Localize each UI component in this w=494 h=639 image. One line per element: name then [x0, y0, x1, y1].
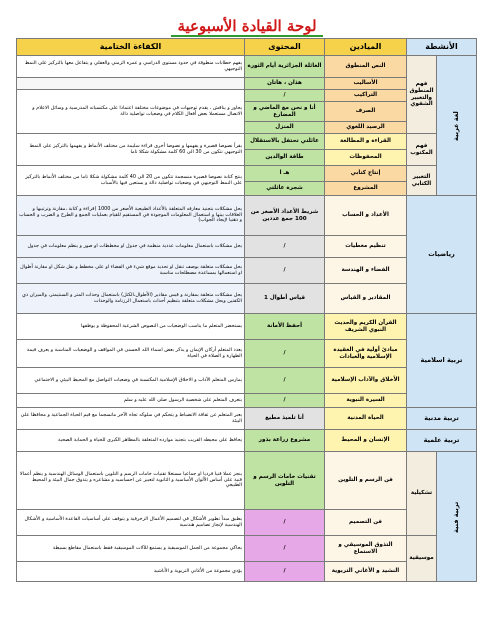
field-cell: المحفوظات [325, 150, 407, 166]
field-cell: القراءة و المطالعة [325, 134, 407, 150]
competence-cell: يحل مشكلات متعلقة بوصف تنقل او تحديد موقع شيء في الفضاء او على مخطط و نقل شكل او مقارنة أطوال او استعمالها بمساعدة مصطلحات مناسبة [17, 258, 245, 284]
content-cell: / [245, 562, 325, 582]
content-cell: تقنيات خامات الرسم و التلوين [245, 452, 325, 510]
field-cell: الأعداد و الحساب [325, 196, 407, 236]
table-row [17, 408, 477, 430]
competence-cell: يطبق مبدأ تطوير الأشكال في لتصميم الأعمال الزخرفية و يتوقف على أساسيات القاعدة الأساسية و الأشكال الهندسية لإنجاز تصاميم هندسية [17, 510, 245, 536]
header-activities: الأنشطة [407, 39, 477, 56]
content-cell: / [245, 394, 325, 408]
content-cell: / [245, 368, 325, 394]
page-title: لوحة القيادة الأسبوعية [17, 16, 477, 38]
header-competence: الكفاءة الختامية [17, 39, 245, 56]
content-cell: طاقة الوالدين [245, 150, 325, 166]
field-cell: النشيد و الأغاني التربوية [325, 562, 407, 582]
competence-cell: يستحضر المتعلم ما يناسب الوضعيات من النصوص الشرعية المحفوظة و يوظفها [17, 314, 245, 340]
field-cell: تنظيم معطيات [325, 236, 407, 258]
field-cell: الإنسان و المحيط [325, 430, 407, 452]
header-fields: الميادين [325, 39, 407, 56]
table-row [17, 196, 477, 236]
competence-cell: يحل مشكلات بتجنيد معارفه المتعلقة بالأعداد الطبيعية الأصغر من 1000 (قراءة و كتابة ،مقارنة وترتيبها و العلاقات بينها و استعمال المعلومات الموجودة في المستقيم للقيام بعمليات الجمع و الطرح و الضرب و الحساب و ذهنيا لإيجاد الجواب) [17, 196, 245, 236]
weekly-dashboard-table [16, 38, 477, 582]
sub-plastic: تشكيلية [407, 452, 437, 536]
competence-cell: يحل مشكلات باستعمال معلومات عددية منظمة في جدول او مخططات او صور و ينظم معلومات في جدول [17, 236, 245, 258]
content-cell: / [245, 340, 325, 368]
field-cell: فن الرسم و التلوين [325, 452, 407, 510]
table-row [17, 56, 477, 78]
content-cell: أنا و نحن مع الماضي و المضارع [245, 102, 325, 122]
competence-cell: يمارس المتعلم الآداب و الاخلاق الإسلامية المكتسبة في وضعيات التواصل مع المحيط البيئي و الاجتماعي [17, 368, 245, 394]
field-cell: مبادئ أولية في العقيدة الإسلامية والعبادات [325, 340, 407, 368]
content-cell: / [245, 536, 325, 562]
content-cell: أحفظ الأمانة [245, 314, 325, 340]
activity-islamic: تربية اسلامية [407, 314, 477, 408]
sub-written: فهم المكتوب [407, 134, 437, 166]
activity-science: تربية علمية [407, 430, 477, 452]
content-cell: شريط الأعداد الأصغر من 100 جمع عددين [245, 196, 325, 236]
table-row [17, 430, 477, 452]
field-cell: فن التصميم [325, 510, 407, 536]
competence-cell: يحاور و يناقش ، يقدم توجيهات في موضوعات مختلفة اعتمادا على مكتسباته المدرسية و وسائل الاعلام و الاتصال مستعملا بعض أفعال الكلام في وضعيات تواصلية دالة [17, 90, 245, 134]
sub-oral: فهم المنطوق والتعبير الشفوي [407, 56, 437, 134]
table-row [17, 314, 477, 340]
field-cell: التذوق الموسيقي و الاستماع [325, 536, 407, 562]
content-cell: المنزل [245, 122, 325, 134]
content-cell: هـ ا [245, 166, 325, 182]
competence-cell: ينتج كتابة نصوصا قصيرة منسجمة تتكون من 20 الى 40 كلمة مشكولة شكلا تاما من مختلف الأنماط بالتركيز على النمط التوجيهي في وضعيات تواصلية دالة و يستعين فيها بالأسباب [17, 166, 245, 196]
competence-cell: يعدد المتعلم أركان الإيمان و يذكر بعض اسماء الله الحسنى في المواقف و الوضعيات المناسبة و يعرف قيمة الطهارة و الصلاة في الحياة [17, 340, 245, 368]
competence-cell [17, 78, 245, 90]
field-cell: الأساليب [325, 78, 407, 90]
field-cell: المقادير و القياس [325, 284, 407, 314]
content-cell: عائلتي تحتفل بالاستقلال [245, 134, 325, 150]
competence-cell: يحاكي مجموعة من الجمل الموسيقية و يستمع للآلات الموسيقية فقط باستعمال مقاطع بسيطة [17, 536, 245, 562]
field-cell: الأخلاق والآداب الإسلامية [325, 368, 407, 394]
activity-arabic: لغة عربية [437, 56, 477, 196]
activity-art: تربية فنية [437, 452, 477, 582]
competence-cell: يؤدي مجموعة من الأغاني التربوية و الأناشيد [17, 562, 245, 582]
content-cell: / [245, 236, 325, 258]
competence-cell: يحل مشكلات متعلقة بمقارنة و قيس مقادير (الأطوال،الكتل) باستعمال وحدات المتر و السنتيمتر، والميزان ذي الكفتين ويحل مشكلات متعلقة بتنظيم أحداث باستعمال الرزنامة والوحدات [17, 284, 245, 314]
field-cell: التراكيب [325, 90, 407, 102]
competence-cell: يتعرف المتعلم على شخصية الرسول صلى الله عليه و سلم [17, 394, 245, 408]
competence-cell: يعبر المتعلم عن ثقافة الانضباط و يتحكم في سلوكه تجاه الآخر مانسجما مع قيم الحياة الجماعية و محافظا على البيئة [17, 408, 245, 430]
competence-cell: ينجز عملا فنيا فرديا او جماعيا مستغلا تقنيات خامات الرسم و التلوين باستعمال الوسائل الهندسية و ينظم أعمالا فنية على أساس الألوان الأساسية و الثانوية لتعبير عن احساسيه و مشاعره و يتذوق جمال البيئة و المحيط الطبيعي [17, 452, 245, 510]
content-cell: / [245, 90, 325, 102]
content-cell: / [245, 258, 325, 284]
competence-cell: يفهم خطابات منطوقة في حدود مستوى الدراسي و عمره الزمني والعقلي و يتفاعل معها بالتركيز على النمط التوجيهي [17, 56, 245, 78]
field-cell: القرآن الكريم والحديث النبوي الشريف [325, 314, 407, 340]
table-row [17, 166, 477, 182]
field-cell: النص المنطوق [325, 56, 407, 78]
field-cell: الحياة المدنية [325, 408, 407, 430]
field-cell: السيرة النبوية [325, 394, 407, 408]
table-row [17, 134, 477, 150]
competence-cell: يقرأ نصوصا قصيرة و يفهمها و نصوصا أخرى قراءة سليمة من مختلف الأنماط و يفهمها بالتركيز على النمط التوجيهي تتكون من 30 الى 60 كلمة مشكولة شكلا تاما [17, 134, 245, 166]
content-cell: مشروع زراعة بذور [245, 430, 325, 452]
content-cell: العائلة الجزائرية أيام الثورة [245, 56, 325, 78]
content-cell: أنا تلميذ مطيع [245, 408, 325, 430]
header-content: المحتوى [245, 39, 325, 56]
header-row [17, 39, 477, 56]
field-cell: إنتاج كتابي [325, 166, 407, 182]
content-cell: شجرة عائلتي [245, 182, 325, 196]
field-cell: المشروع [325, 182, 407, 196]
field-cell: الرصيد اللغوي [325, 122, 407, 134]
field-cell: الفضاء و الهندسة [325, 258, 407, 284]
content-cell: قياس أطوال 1 [245, 284, 325, 314]
table-row [17, 536, 477, 562]
content-cell: هذان ، هاتان [245, 78, 325, 90]
sub-music: موسيقية [407, 536, 437, 582]
activity-civic: تربية مدنية [407, 408, 477, 430]
competence-cell: يحافظ على محيطه القريب بتجنيد موارده المتعلقة بالمظاهر الكبرى للحياة و الحماية الصحية [17, 430, 245, 452]
sub-writing: التعبير الكتابي [407, 166, 437, 196]
content-cell: / [245, 510, 325, 536]
table-row [17, 452, 477, 510]
activity-math: رياضيات [407, 196, 477, 314]
field-cell: الصرف [325, 102, 407, 122]
